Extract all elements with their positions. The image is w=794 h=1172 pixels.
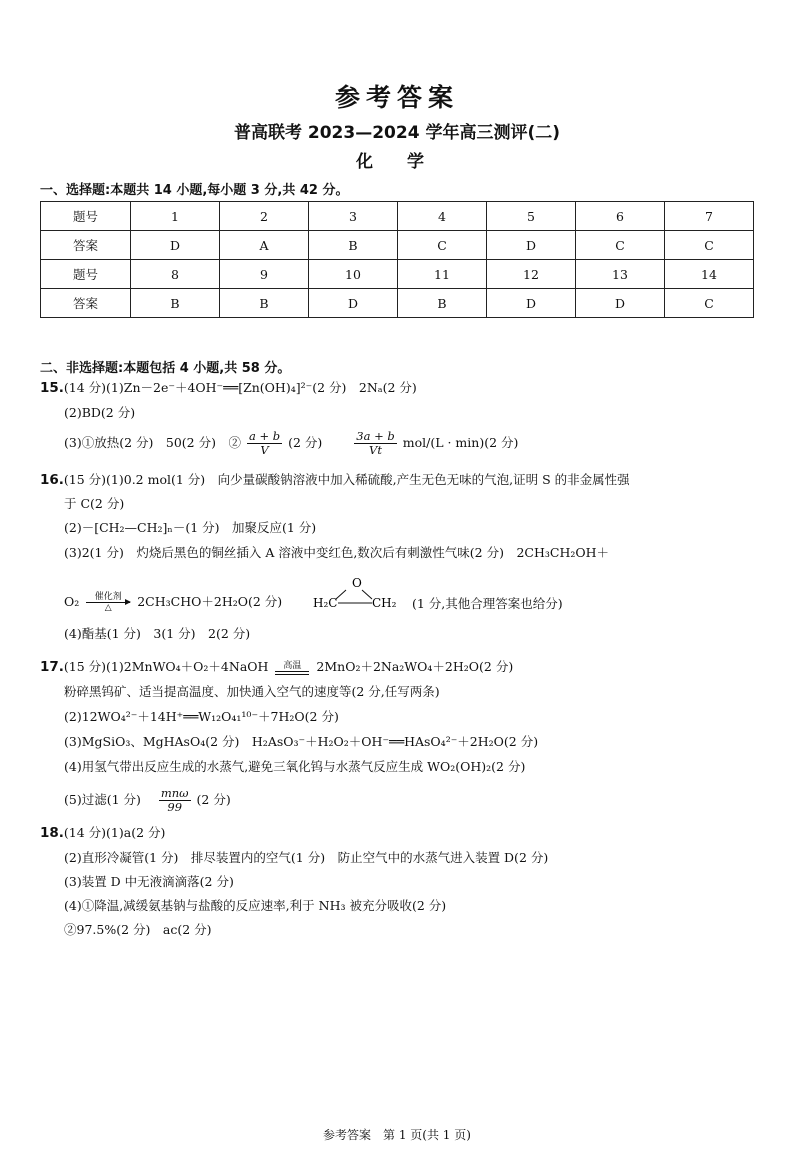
page-footer: 参考答案 第 1 页(共 1 页) xyxy=(323,1128,471,1142)
q16-line1 xyxy=(40,472,630,488)
table-cell: 3 xyxy=(309,202,398,231)
epoxide-left-carbon: H₂C xyxy=(313,596,338,610)
q15-fraction-2-den: Vt xyxy=(369,443,382,457)
q15-fraction-1-den: V xyxy=(260,443,269,457)
page-title: 参考答案 xyxy=(334,83,459,112)
table-cell: C xyxy=(398,231,487,260)
choice-answer-table xyxy=(40,201,754,318)
q16-text5a: O₂ xyxy=(64,594,80,609)
q17-line1 xyxy=(40,659,513,675)
q15-text3a: (3)①放热(2 分) 50(2 分) ② xyxy=(64,435,241,450)
q18-text1: (14 分)(1)a(2 分) xyxy=(63,825,166,840)
subject-title: 化 学 xyxy=(356,152,438,172)
table-cell: D xyxy=(576,289,665,318)
table-cell: D xyxy=(487,231,576,260)
q16-text5b: 2CH₃CHO＋2H₂O(2 分) xyxy=(137,594,283,609)
q16-line2: 于 C(2 分) xyxy=(64,496,125,511)
ethylene-oxide-structure xyxy=(312,576,402,610)
q17-text1a: (15 分)(1)2MnWO₄＋O₂＋4NaOH xyxy=(63,659,269,674)
table-cell: 5 xyxy=(487,202,576,231)
row-header-cell: 题号 xyxy=(41,202,131,231)
table-cell: D xyxy=(309,289,398,318)
table-cell: B xyxy=(398,289,487,318)
table-cell: 1 xyxy=(131,202,220,231)
q17-line4: (3)MgSiO₃、MgHAsO₄(2 分) H₂AsO₃⁻＋H₂O₂＋OH⁻══HAsO₄²⁻＋2H₂O(2 分) xyxy=(64,734,539,749)
q16-number: 16. xyxy=(40,472,64,488)
section1-title: 一、选择题:本题共 14 小题,每小题 3 分,共 42 分。 xyxy=(40,183,349,198)
table-cell: C xyxy=(576,231,665,260)
table-row xyxy=(41,231,754,260)
table-cell: 10 xyxy=(309,260,398,289)
q18-line1 xyxy=(40,825,165,841)
table-cell: C xyxy=(665,289,754,318)
table-cell: 8 xyxy=(131,260,220,289)
table-cell: 7 xyxy=(665,202,754,231)
q17-fraction-num: mnω xyxy=(160,786,189,800)
q15-line2: (2)BD(2 分) xyxy=(64,405,136,420)
q17-text1b: 2MnO₂＋2Na₂WO₄＋2H₂O(2 分) xyxy=(316,659,514,674)
q16-text1: (15 分)(1)0.2 mol(1 分) 向少量碳酸钠溶液中加入稀硫酸,产生无色无味的气泡,证明 S 的非金属性强 xyxy=(63,472,630,487)
q17-number: 17. xyxy=(40,659,64,675)
table-cell: 12 xyxy=(487,260,576,289)
q15-line3 xyxy=(64,430,518,457)
q16-line5 xyxy=(64,592,282,613)
q18-line5: ②97.5%(2 分) ac(2 分) xyxy=(64,922,212,937)
q15-fraction-2-num: 3a + b xyxy=(356,429,395,443)
row-header-cell: 答案 xyxy=(41,289,131,318)
equals-sign-icon xyxy=(275,671,309,675)
q18-line3: (3)装置 D 中无液滴滴落(2 分) xyxy=(64,874,234,889)
epoxide-bond-right xyxy=(362,590,372,599)
reaction-arrow-icon xyxy=(86,602,130,603)
q15-fraction-1 xyxy=(247,430,282,457)
epoxide-bond-left xyxy=(336,590,346,599)
q16-line5c: (1 分,其他合理答案也给分) xyxy=(412,596,563,611)
q16-line6: (4)酯基(1 分) 3(1 分) 2(2 分) xyxy=(64,626,251,641)
q15-fraction-2 xyxy=(354,430,396,457)
q16-line3: (2)－[CH₂—CH₂]ₙ－(1 分) 加聚反应(1 分) xyxy=(64,520,317,535)
section2-title: 二、非选择题:本题包括 4 小题,共 58 分。 xyxy=(40,361,291,376)
q17-text6b: (2 分) xyxy=(196,792,231,807)
table-cell: B xyxy=(309,231,398,260)
table-row xyxy=(41,260,754,289)
q15-text1: (14 分)(1)Zn－2e⁻＋4OH⁻══[Zn(OH)₄]²⁻(2 分) 2Nₐ(2 分) xyxy=(63,380,417,395)
q15-fraction-1-num: a + b xyxy=(248,429,281,443)
table-cell: 11 xyxy=(398,260,487,289)
table-cell: D xyxy=(131,231,220,260)
q15-text3b: (2 分) xyxy=(288,435,323,450)
q15-number: 15. xyxy=(40,380,64,396)
catalyst-label: 催化剂 xyxy=(94,592,122,602)
high-temp-condition xyxy=(275,661,309,675)
q17-fraction xyxy=(159,787,191,814)
q17-text6a: (5)过滤(1 分) xyxy=(64,792,141,807)
q18-line4: (4)①降温,减缓氨基钠与盐酸的反应速率,利于 NH₃ 被充分吸收(2 分) xyxy=(64,898,447,913)
table-cell: 4 xyxy=(398,202,487,231)
row-header-cell: 答案 xyxy=(41,231,131,260)
high-temp-label: 高温 xyxy=(283,660,302,671)
table-row xyxy=(41,289,754,318)
table-cell: B xyxy=(131,289,220,318)
heat-symbol: △ xyxy=(104,603,112,613)
q18-number: 18. xyxy=(40,825,64,841)
table-cell: 6 xyxy=(576,202,665,231)
q17-fraction-den: 99 xyxy=(167,800,183,814)
q15-line1 xyxy=(40,380,417,396)
q18-line2: (2)直形冷凝管(1 分) 排尽装置内的空气(1 分) 防止空气中的水蒸气进入装置 D(2 分) xyxy=(64,850,549,865)
q17-line6 xyxy=(64,787,231,814)
table-row xyxy=(41,202,754,231)
table-cell: 13 xyxy=(576,260,665,289)
table-cell: 14 xyxy=(665,260,754,289)
table-cell: 2 xyxy=(220,202,309,231)
q15-text3c: mol/(L · min)(2 分) xyxy=(402,435,519,450)
table-cell: C xyxy=(665,231,754,260)
q17-line3: (2)12WO₄²⁻＋14H⁺══W₁₂O₄₁¹⁰⁻＋7H₂O(2 分) xyxy=(64,709,339,724)
exam-subtitle: 普高联考 2023—2024 学年高三测评(二) xyxy=(233,123,560,143)
table-cell: 9 xyxy=(220,260,309,289)
q17-line2: 粉碎黑钨矿、适当提高温度、加快通入空气的速度等(2 分,任写两条) xyxy=(64,684,440,699)
table-cell: A xyxy=(220,231,309,260)
q16-line4: (3)2(1 分) 灼烧后黑色的铜丝插入 A 溶液中变红色,数次后有刺激性气味(2 分) 2CH₃CH₂OH＋ xyxy=(64,545,610,560)
table-cell: D xyxy=(487,289,576,318)
row-header-cell: 题号 xyxy=(41,260,131,289)
q17-line5: (4)用氢气带出反应生成的水蒸气,避免三氧化钨与水蒸气反应生成 WO₂(OH)₂(2 分) xyxy=(64,759,526,774)
table-cell: B xyxy=(220,289,309,318)
epoxide-oxygen-label: O xyxy=(352,576,362,590)
epoxide-right-carbon: CH₂ xyxy=(372,596,397,610)
catalyst-arrow xyxy=(86,592,130,613)
